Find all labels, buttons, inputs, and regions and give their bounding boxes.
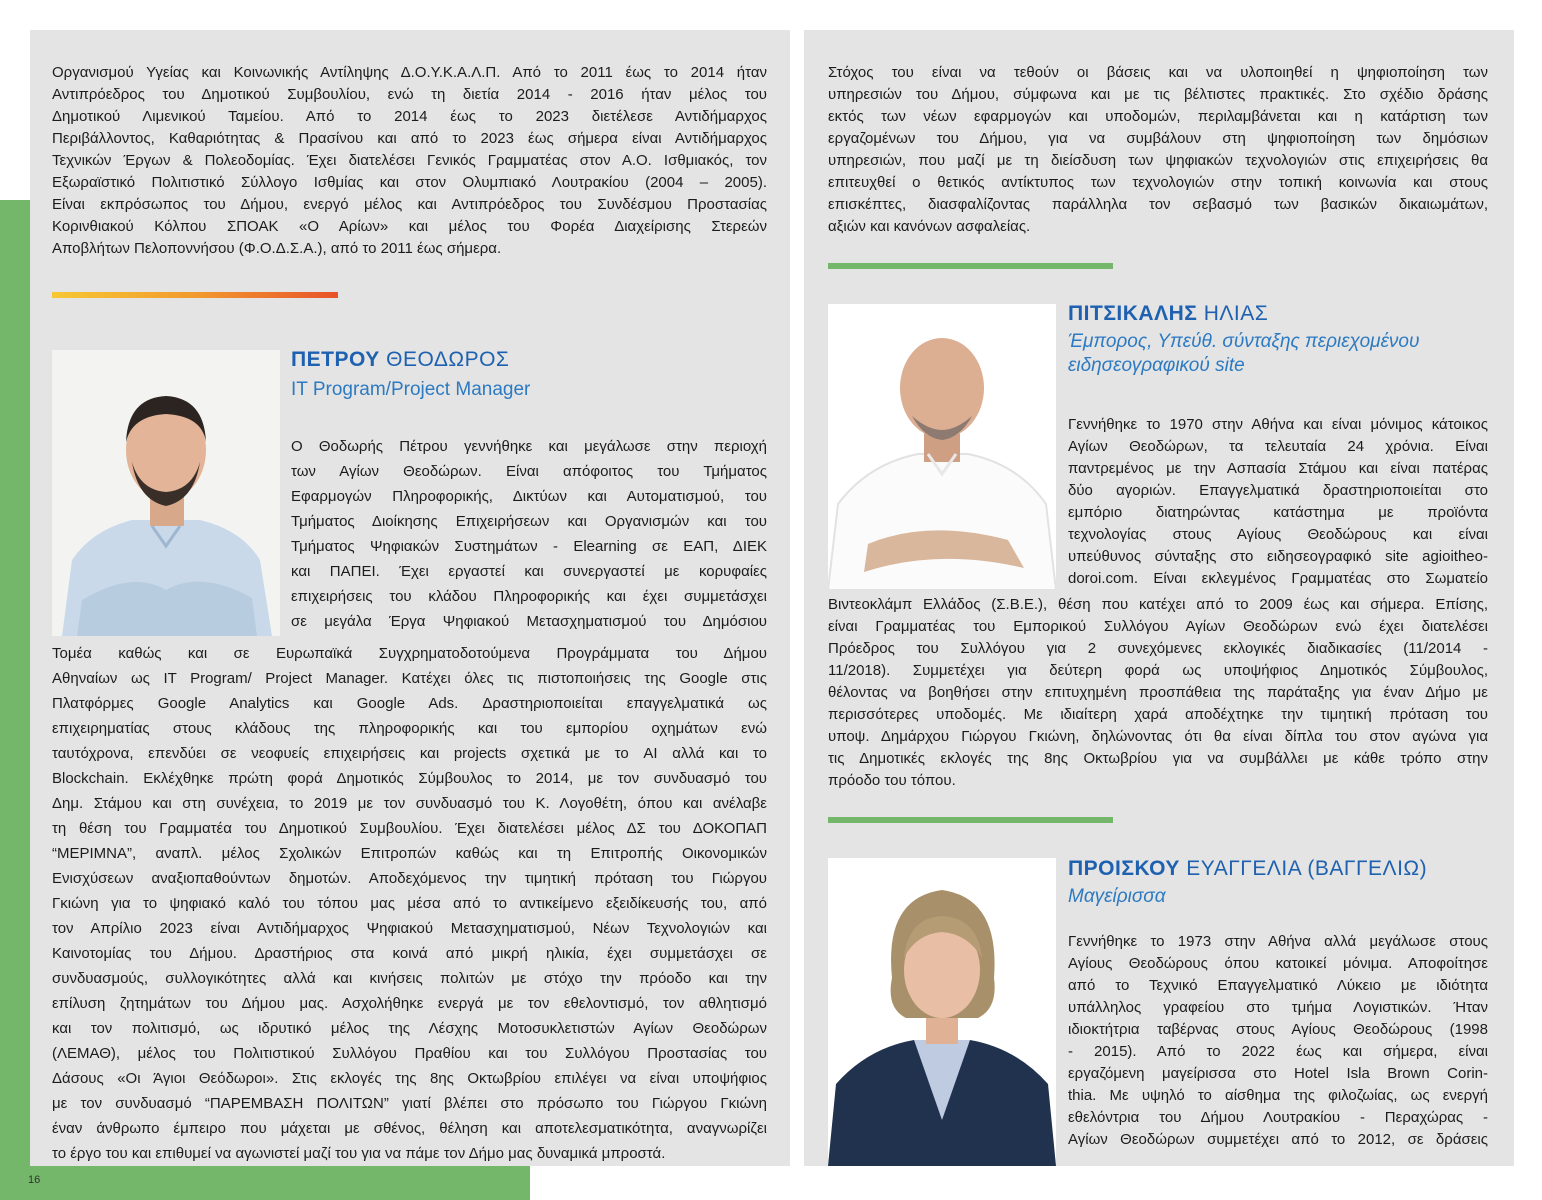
surname: ΠΡΟΙΣΚΟΥ (1068, 857, 1180, 880)
text-line: Γεννήθηκε το 1973 στην Αθήνα αλλά μεγάλωσε στους (1068, 933, 1488, 950)
text-line: Δημ. Στάμου και στη συνέχεια, το 2019 με τον συνδυασμό του Κ. Λογοθέτη, όπου και ανέλαβε (52, 795, 767, 812)
section-divider-gradient (52, 292, 338, 298)
text-line: τον Απρίλιο 2023 είναι Αντιδήμαρχος Ψηφιακού Μετασχηματισμού, Νέων Τεχνολογιών και (52, 920, 767, 937)
page-number: 16 (28, 1174, 41, 1186)
bottom-green-strip (0, 1166, 530, 1200)
text-line: Γκιώνη για το ψηφιακό καλό του τόπου μας μέσα από το αντικείμενο εξειδίκευσής του, από (52, 895, 767, 912)
firstname: ΕΥΑΓΓΕΛΙΑ (ΒΑΓΓΕΛΙΩ) (1186, 857, 1428, 880)
text-line: δύο αγοριών. Επαγγελματικά δραστηριοποιείται στο (1068, 482, 1488, 499)
text-line: Καινοτομίας του Δήμου. Δραστήριος στα κοινά από μικρή ηλικία, έχει συμμετάσχει σε (52, 945, 767, 962)
text-line: των Αγίων Θεοδώρων. Είναι απόφοιτος του Τμήματος (291, 463, 767, 480)
petrou-name (291, 348, 509, 372)
text-line: περισσότερες υποδομές. Με ιδιαίτερη χαρά αποδέχτηκε την τιμητική πρόταση του (828, 706, 1488, 723)
text-line: Αντιπρόεδρος του Δημοτικού Συμβουλίου, ενώ τη διετία 2014 - 2016 ήταν μέλος του (52, 86, 767, 103)
proiskou-photo (828, 858, 1056, 1166)
text-line: και ΠΑΠΕΙ. Έχει εργαστεί και συνεργαστεί με κορυφαίες (291, 563, 767, 580)
text-line: Τεχνικών Έργων & Πολεοδομίας. Έχει διατελέσει Γενικός Γραμματέας στον Α.Ο. Ισθμιακός, τον (52, 152, 767, 169)
section-divider-green (828, 817, 1113, 823)
text-line: σε μεγάλα Έργα Ψηφιακού Μετασχηματισμού του Δημόσιου (291, 613, 767, 630)
man-portrait-icon (828, 304, 1056, 590)
text-line: υπηρεσιών του Δήμου, σύμφωνα και με τις βέλτιστες πρακτικές. Στο σχέδιο δράσης (828, 86, 1488, 103)
petrou-photo (52, 350, 280, 636)
text-line: Κορινθιακού Κόλπου ΣΠΟΑΚ «Ο Αρίων» και μέλος του Φορέα Διαχείρισης Στερεών (52, 218, 767, 235)
petrou-role: IT Program/Project Manager (291, 379, 531, 400)
man-portrait-icon (52, 350, 280, 636)
text-line: αξιών και κανόνων ασφαλείας. (828, 218, 1031, 235)
text-line: τεχνολογίας στους Αγίους Θεοδώρους και είναι (1068, 526, 1488, 543)
text-line: εκτός των νέων εφαρμογών και υποδομών, περιλαμβάνεται και η κατάρτιση των (828, 108, 1488, 125)
text-line: παντρεμένος με την Ασπασία Στάμου και είναι πατέρας (1068, 460, 1488, 477)
surname: ΠΕΤΡΟΥ (291, 348, 380, 371)
text-line: Πρόεδρος του Συλλόγου για 2 συνεχόμενες εκλογικές διαδικασίες (11/2014 - (828, 640, 1488, 657)
text-line: εργαζομένων του Δήμου, για να συμβάλουν στη ψηφιοποίηση των δημόσιων (828, 130, 1488, 147)
text-line: είναι Γραμματέας του Εμπορικού Συλλόγου Αγίων Θεοδώρων ενώ έχει διατελέσει (828, 618, 1488, 635)
section-divider-green (828, 263, 1113, 269)
text-line: Βιντεοκλάμπ Ελλάδος (Σ.Β.Ε.), θέση που κατέχει από το 2009 έως και σήμερα. Επίσης, (828, 596, 1488, 613)
text-line: εργαζόμενη μαγείρισσα στο Hotel Isla Brown Corin- (1068, 1065, 1488, 1082)
text-line: (ΛΕΜΑΘ), μέλος του Πολιτιστικού Συλλόγου Πραθίου και του Συλλόγου Προστασίας του (52, 1045, 767, 1062)
text-line: επιχειρηματίας στους κλάδους της πληροφορικής και του εμπορίου οχημάτων ενώ (52, 720, 767, 737)
text-line: Τμήματος Διοίκησης Επιχειρήσεων και Οργανισμών και του (291, 513, 767, 530)
text-line: Ενισχύσεων αναξιοπαθούντων δημοτών. Αποδεχόμενος την τιμητική πρόταση του Γιώργου (52, 870, 767, 887)
text-line: Αγίους Θεοδώρους όπου κατοικεί μόνιμα. Αποφοίτησε (1068, 955, 1488, 972)
text-line: υποψ. Δημάρχου Γιώργου Γκιώνη, δηλώνοντας ότι θα είναι δίπλα του στον αγώνα για (828, 728, 1488, 745)
surname: ΠΙΤΣΙΚΑΛΗΣ (1068, 302, 1198, 325)
pitsikalis-role (1068, 330, 1419, 378)
text-line: Εξωραϊστικό Πολιτιστικό Σύλλογο Ισθμίας και στον Ολυμπιακό Λουτρακίου (2004 – 2005). (52, 174, 767, 191)
text-line: έναν άνθρωπο έμπειρο που μάχεται με σθένος, θέληση και αποτελεσματικότητα, αναγνωρίζει (52, 1120, 767, 1137)
firstname: ΗΛΙΑΣ (1203, 302, 1269, 325)
text-line: και τον πολιτισμό, ως ιδρυτικό μέλος της Λέσχης Μοτοσυκλετιστών Αγίων Θεοδώρων (52, 1020, 767, 1037)
text-line: doroi.com. Είναι εκλεγμένος Γραμματέας στο Σωματείο (1068, 570, 1488, 587)
text-line: Πλατφόρμες Google Analytics και Google Ads. Δραστηριοποιείται επαγγελματικά ως (52, 695, 767, 712)
text-line: - 2015). Από το 2022 έως και σήμερα, είναι (1068, 1043, 1488, 1060)
text-line: ταυτόχρονα, επενδύει σε νεοφυείς επιχειρήσεις και projects σχετικά με το AI αλλά και το (52, 745, 767, 762)
text-line: Είναι εκπρόσωπος του Δήμου, ενεργό μέλος και Αντιπρόεδρος του Συνδέσμου Προστασίας (52, 196, 767, 213)
text-line: Αγίων Θεοδώρων συμμετέχει από το 2012, σε δράσεις (1068, 1131, 1488, 1148)
role-line: ειδησεογραφικού site (1068, 355, 1245, 376)
text-line: Δάσους «Οι Άγιοι Θεόδωροι». Στις εκλογές της 8ης Οκτωβρίου επιλέγει να είναι υποψήφιος (52, 1070, 767, 1087)
text-line: ιδιοκτήτρια ταβέρνας στους Αγίους Θεοδώρους (1998 (1068, 1021, 1488, 1038)
text-line: τις Δημοτικές εκλογές της 8ης Οκτωβρίου για να συμβάλλει με κάθε τρόπο στην (828, 750, 1488, 767)
text-line: από το Τεχνικό Επαγγελματικό Λύκειο με ιδιότητα (1068, 977, 1488, 994)
left-green-strip (0, 200, 30, 1200)
text-line: επίλυση ζητημάτων του Δήμου μας. Ασχολήθηκε ενεργά με τον εθελοντισμό, τον αθλητισμό (52, 995, 767, 1012)
text-line: εθελόντρια του Δήμου Λουτρακίου - Περαχώρας - (1068, 1109, 1488, 1126)
text-line: εμπόριο διατηρώντας κατάστημα με προϊόντα (1068, 504, 1488, 521)
text-line: πρόοδο του τόπου. (828, 772, 956, 789)
text-line: υπάλληλος γραφείου στο τμήμα Λογιστικών. Ήταν (1068, 999, 1488, 1016)
text-line: τη θέση του Γραμματέα του Δημοτικού Συμβουλίου. Έχει διατελέσει μέλος ΔΣ του ΔΟΚΟΠΑΠ (52, 820, 767, 837)
proiskou-name (1068, 857, 1427, 881)
text-line: Blockchain. Εκλέχθηκε πρώτη φορά Δημοτικός Σύμβουλος το 2014, με τον συνδυασμό του (52, 770, 767, 787)
text-line: Οργανισμού Υγείας και Κοινωνικής Αντίληψης Δ.Ο.Υ.Κ.Α.Λ.Π. Από το 2011 έως το 2014 ήταν (52, 64, 767, 81)
text-line: “ΜΕΡΙΜΝΑ”, αναπλ. μέλος Σχολικών Επιτροπών καθώς και τη Επιτροπής Οικονομικών (52, 845, 767, 862)
pitsikalis-photo (828, 304, 1056, 590)
text-line: 11/2018). Συμμετέχει για δεύτερη φορά ως υποψήφιος Δημοτικός Σύμβουλος, (828, 662, 1488, 679)
text-line: υπεύθυνος σύνταξης στο ειδησεογραφικό site agioitheo- (1068, 548, 1488, 565)
text-line: επισκέπτες, διασφαλίζοντας παράλληλα τον σεβασμό των βασικών δικαιωμάτων, (828, 196, 1488, 213)
text-line: συνδυασμούς, συλλογικότητες αλλά και κινήσεις πολιτών με στόχο την πρόοδο και την (52, 970, 767, 987)
text-line: Αποβλήτων Πελοποννήσου (Φ.Ο.Δ.Σ.Α.), από το 2011 έως σήμερα. (52, 240, 502, 257)
text-line: Αθηναίων ως IT Program/ Project Manager. Κατέχει όλες τις πιστοποιήσεις της Google στις (52, 670, 767, 687)
proiskou-role: Μαγείρισσα (1068, 886, 1166, 907)
text-line: επιχειρήσεις του κλάδου Πληροφορικής και έχει συμμετάσχει (291, 588, 767, 605)
text-line: Γεννήθηκε το 1970 στην Αθήνα και είναι μόνιμος κάτοικος (1068, 416, 1488, 433)
text-line: το έργο του και επιθυμεί να αγωνιστεί μαζί του για να πάμε τον Δήμο μας δυναμικά μπροστά. (52, 1145, 666, 1162)
text-line: Περιβάλλοντος, Καθαριότητας & Πρασίνου και από το 2023 έως σήμερα είναι Αντιδήμαρχος (52, 130, 767, 147)
firstname: ΘΕΟΔΩΡΟΣ (386, 348, 510, 371)
text-line: θέλοντας να βοηθήσει στην επιτυχημένη προσπάθεια της παράταξης για έναν Δήμο με (828, 684, 1488, 701)
text-line: Δημοτικού Λιμενικού Ταμείου. Από το 2014 έως το 2023 διετέλεσε Αντιδήμαρχος (52, 108, 767, 125)
text-line: επιτευχθεί ο θετικός αντίκτυπος των τεχνολογιών στην τοπική κοινωνία και στους (828, 174, 1488, 191)
text-line: thia. Με υψηλό το αίσθημα της φιλοζωίας, ως ενεργή (1068, 1087, 1488, 1104)
text-line: Εφαρμογών Πληροφορικής, Δικτύων και Αυτοματισμού, του (291, 488, 767, 505)
text-line: Τμήματος Ψηφιακών Συστημάτων - Elearning σε ΕΑΠ, ΔΙΕΚ (291, 538, 767, 555)
text-line: με τον συνδυασμό “ΠΑΡΕΜΒΑΣΗ ΠΟΛΙΤΩΝ” γιατί βλέπει στο πρόσωπο του Γιώργου Γκιώνη (52, 1095, 767, 1112)
text-line: Ο Θοδωρής Πέτρου γεννήθηκε και μεγάλωσε στην περιοχή (291, 438, 767, 455)
text-line: Στόχος του είναι να τεθούν οι βάσεις και να υλοποιηθεί η ψηφιοποίηση των (828, 64, 1488, 81)
text-line: Αγίων Θεοδώρων, τα τελευταία 24 χρόνια. Είναι (1068, 438, 1488, 455)
text-line: υπηρεσιών, που μαζί με τη διείσδυση των ψηφιακών τεχνολογιών στις επιχειρήσεις θα (828, 152, 1488, 169)
role-line: Έμπορος, Υπεύθ. σύνταξης περιεχομένου (1068, 331, 1420, 352)
woman-portrait-icon (828, 858, 1056, 1166)
pitsikalis-name (1068, 302, 1268, 326)
text-line: Τομέα καθώς και σε Ευρωπαϊκά Συγχρηματοδοτούμενα Προγράμματα του Δήμου (52, 645, 767, 662)
